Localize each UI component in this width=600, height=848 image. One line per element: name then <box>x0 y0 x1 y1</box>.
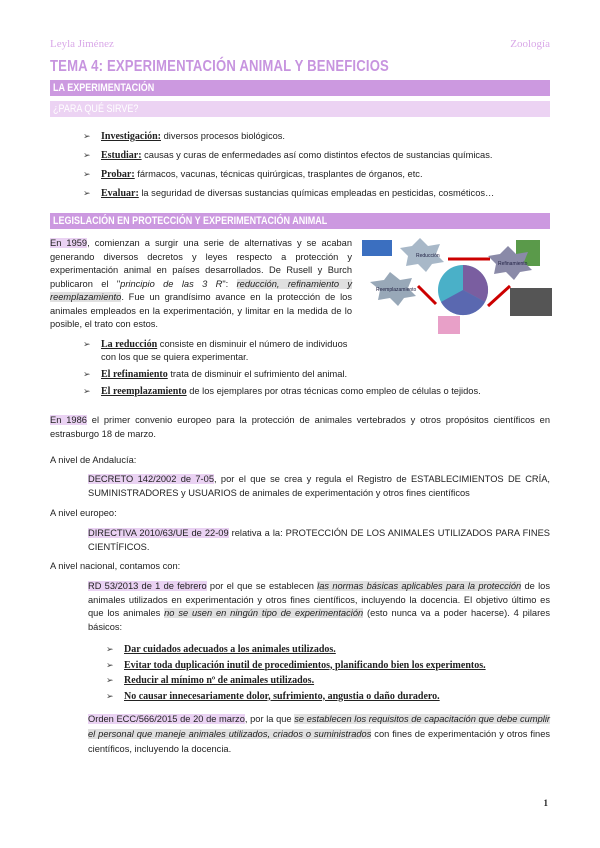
list-item: ➢ Dar cuidados adecuados a los animales utilizados. <box>106 642 546 658</box>
list-item: ➢ Reducir al mínimo nº de animales utilizados. <box>106 673 546 689</box>
europeo-directive: DIRECTIVA 2010/63/UE de 22-09 relativa a la: PROTECCIÓN DE LOS ANIMALES UTILIZADOS PARA FINES CIENTÍFICOS. <box>88 528 550 552</box>
nacional-rd: RD 53/2013 de 1 de febrero por el que se establecen las normas básicas aplicables para la protección de los animales utilizados en experimentación y otros fines científicos, incluyendo la docencia. El objetivo último es que los animales no se usen en ningún tipo de experimentación (esto nunca va a poder hacerse). 4 pilares básicos: <box>88 581 550 632</box>
subsection-heading: ¿PARA QUÉ SIRVE? <box>50 101 550 117</box>
three-r-list <box>83 338 481 398</box>
paragraph-1986: En 1986 el primer convenio europeo para la protección de animales vertebrados y otros propósitos científicos en estrasburgo 18 de marzo. <box>50 415 550 439</box>
andalucia-label: A nivel de Andalucía: <box>50 455 137 465</box>
pilares-list <box>106 642 546 704</box>
section-heading: LEGISLACIÓN EN PROTECCIÓN Y EXPERIMENTACIÓN ANIMAL <box>50 213 550 229</box>
list-item: ➢ Estudiar: causas y curas de enfermedades así como distintos efectos de sustancias químicas. <box>83 146 563 165</box>
page-number: 1 <box>543 798 548 808</box>
list-item: ➢ El refinamiento trata de disminuir el sufrimiento del animal. <box>83 368 353 381</box>
andalucia-decree: DECRETO 142/2002 de 7-05, por el que se crea y regula el Registro de ESTABLECIMIENTOS DE CRÍA, SUMINISTRADORES y USUARIOS de animales de experimentación y otros fines científicos <box>88 474 550 498</box>
nacional-label: A nivel nacional, contamos con: <box>50 561 181 571</box>
europeo-label: A nivel europeo: <box>50 508 117 518</box>
list-item: ➢ Evitar toda duplicación inutil de procedimientos, planificando bien los experimentos. <box>106 658 546 674</box>
list-item: ➢ El reemplazamiento de los ejemplares por otras técnicas como empleo de células o tejidos. <box>83 385 353 398</box>
diagram-label: Refinamiento <box>498 261 528 267</box>
list-item: ➢ No causar innecesariamente dolor, sufrimiento, angustia o daño duradero. <box>106 689 546 705</box>
paragraph-1959: En 1959, comienzan a surgir una serie de alternativas y se acaban generando diversos decretos y leyes respecto a protección y experimentación animal en países desarrollados. De Rusell y Burch publicaron el "principio de las 3 R": reducción, refinamiento y reemplazamiento. Fue un grandísimo avance en la protección de los animales empleados en la experimentación, y limitar en la medida de lo posible, el trato con estos. <box>50 238 353 329</box>
list-item: ➢ Investigación: diversos procesos biológicos. <box>83 127 563 146</box>
list-item: ➢ Probar: fármacos, vacunas, técnicas quirúrgicas, trasplantes de órganos, etc. <box>83 165 563 184</box>
uses-list <box>83 127 563 203</box>
orden-ecc: Orden ECC/566/2015 de 20 de marzo, por la que se establecen los requisitos de capacitación que debe cumplir el personal que maneje animales utilizados, criados o suministrados con fines de experimentación y otros fines científicos, incluyendo la docencia. <box>88 714 551 754</box>
subject: Zoología <box>510 38 550 50</box>
page-title: TEMA 4: EXPERIMENTACIÓN ANIMAL Y BENEFICIOS <box>50 58 389 75</box>
section-heading: LA EXPERIMENTACIÓN <box>50 80 550 96</box>
three-r-diagram <box>360 238 556 336</box>
diagram-label: Reducción <box>416 253 440 259</box>
author: Leyla Jiménez <box>50 38 114 50</box>
list-item: ➢ La reducción consiste en disminuir el número de individuos con los que se quiera experimentar. <box>83 338 353 364</box>
diagram-label: Reemplazamiento <box>376 287 417 293</box>
list-item: ➢ Evaluar: la seguridad de diversas sustancias químicas empleadas en pesticidas, cosméticos… <box>83 184 563 203</box>
